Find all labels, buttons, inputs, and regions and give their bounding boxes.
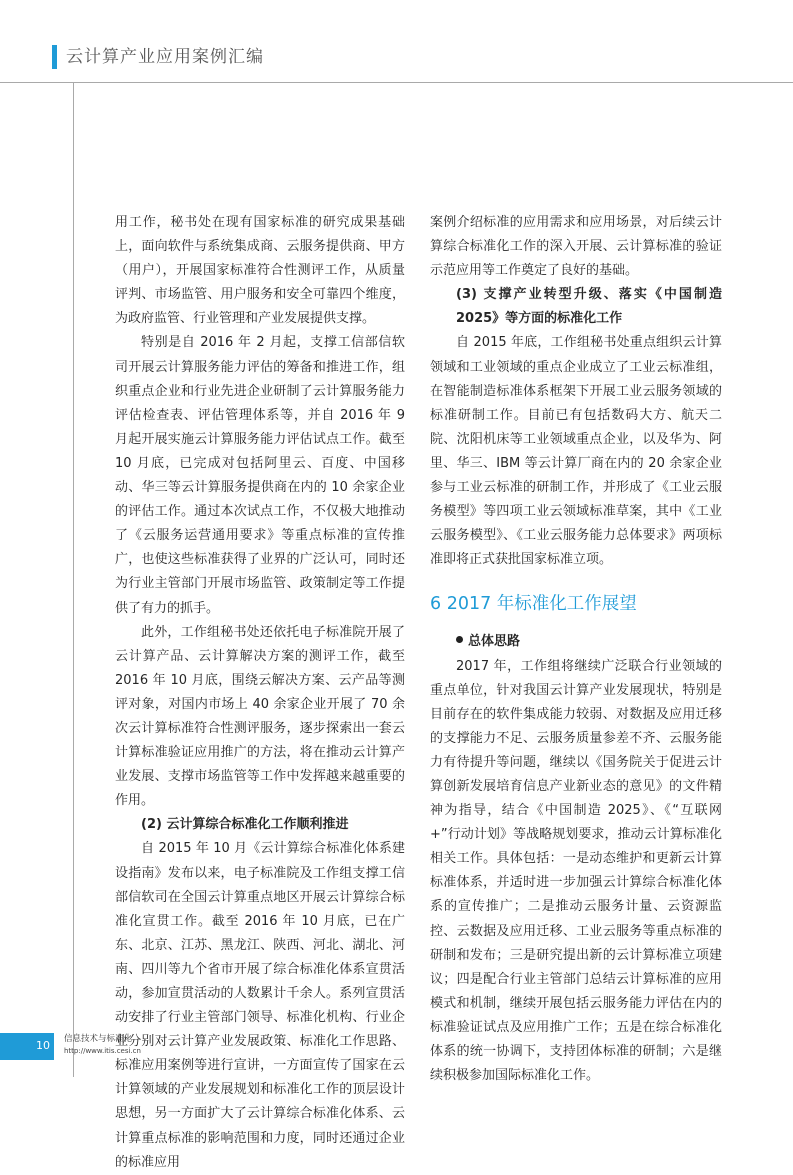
page-number: 10 [36, 1039, 50, 1052]
paragraph: 此外，工作组秘书处还依托电子标准院开展了云计算产品、云计算解决方案的测评工作，截至 2016 年 10 月底，围绕云解决方案、云产品等测评对象，对国内市场上 40 余家企业开展了 70 余次云计算标准符合性测评服务，逐步探索出一套云计算标准验证应用推广的方法，将在推动云计算产业发展、支撑市场监管等工作中发挥越来越重要的作用。 [115, 624, 405, 809]
paragraph: 自 2015 年底，工作组秘书处重点组织云计算领域和工业领域的重点企业成立了工业云标准组，在智能制造标准体系框架下开展工业云服务领域的标准研制工作。目前已有包括数码大方、航天二院、沈阳机床等工业领域重点企业，以及华为、阿里、华三、IBM 等云计算厂商在内的 20 余家企业参与工业云标准的研制工作，并形成了《工业云服务模型》等四项工业云领域标准草案，其中《工业云服务模型》、《工业云服务能力总体要求》两项标准即将正式获批国家标准立项。 [430, 335, 722, 568]
paragraph: 用工作，秘书处在现有国家标准的研究成果基础上，面向软件与系统集成商、云服务提供商、甲方（用户），开展国家标准符合性测评工作，从质量评判、市场监管、用户服务和安全可靠四个维度，为政府监管、行业管理和产业发展提供支撑。 [115, 215, 405, 327]
header-divider [0, 82, 793, 83]
bullet-heading-label: 总体思路 [468, 634, 521, 650]
left-column [115, 211, 405, 1175]
margin-divider [73, 82, 74, 1077]
paragraph: 特别是自 2016 年 2 月起，支撑工信部信软司开展云计算服务能力评估的筹备和推进工作，组织重点企业和行业先进企业研制了云计算服务能力评估检查表、评估管理体系等，并自 2016 年 9 月起开展实施云计算服务能力评估试点工作。截至 10 月底，已完成对包括阿里云、百度、中国移动、华三等云计算服务提供商在内的 10 余家企业的评估工作。通过本次试点工作，不仅极大地推动了《云服务运营通用要求》等重点标准的宣传推广，也使这些标准获得了业界的广泛认可，同时还为行业主管部门开展市场监管、政策制定等工作提供了有力的抓手。 [115, 335, 405, 616]
journal-name: 信息技术与标准化 [64, 1034, 133, 1044]
running-header-title: 云计算产业应用案例汇编 [66, 47, 264, 67]
subsection-heading: (3) 支撑产业转型升级、落实《中国制造 2025》等方面的标准化工作 [456, 287, 722, 327]
paragraph: 案例介绍标准的应用需求和应用场景，对后续云计算综合标准化工作的深入开展、云计算标准的验证示范应用等工作奠定了良好的基础。 [430, 215, 722, 279]
journal-url: http://www.itis.cesi.cn [64, 1047, 141, 1055]
bullet-dot-icon [456, 636, 463, 643]
section-title: 6 2017 年标准化工作展望 [430, 594, 637, 615]
paragraph: 自 2015 年 10 月《云计算综合标准化体系建设指南》发布以来，电子标准院及工作组支撑工信部信软司在全国云计算重点地区开展云计算综合标准化宣贯工作。截至 2016 年 10 月底，已在广东、北京、江苏、黑龙江、陕西、河北、湖北、河南、四川等九个省市开展了综合标准化体系宣贯活动，参加宣贯活动的人数累计千余人。系列宣贯活动安排了行业主管部门领导、标准化机构、行业企业分别对云计算产业发展政策、标准化工作思路、标准应用案例等进行宣讲，一方面宣传了国家在云计算领域的产业发展规划和标准化工作的顶层设计思想，另一方面扩大了云计算综合标准化体系、云计算重点标准的影响范围和力度，同时还通过企业的标准应用 [115, 841, 405, 1170]
header-accent-bar [52, 45, 57, 69]
right-column [430, 211, 722, 1088]
subsection-heading: (2) 云计算综合标准化工作顺利推进 [141, 817, 349, 833]
bullet-heading [430, 630, 722, 654]
paragraph: 2017 年，工作组将继续广泛联合行业领域的重点单位，针对我国云计算产业发展现状，特别是目前存在的软件集成能力较弱、对数据及应用迁移的支撑能力不足、云服务质量参差不齐、云服务能力有待提升等问题，继续以《国务院关于促进云计算创新发展培育信息产业新业态的意见》的文件精神为指导，结合《中国制造 2025》、《“互联网 +”行动计划》等战略规划要求，推动云计算标准化相关工作。具体包括：一是动态维护和更新云计算标准体系，并适时进一步加强云计算综合标准化体系的宣传推广；二是推动云服务计量、云资源监控、云数据及应用迁移、工业云服务等重点标准的研制和发布；三是研究提出新的云计算标准立项建议；四是配合行业主管部门总结云计算标准的应用模式和机制，继续开展包括云服务能力评估在内的标准验证试点及应用推广工作；五是在综合标准化体系的统一协调下，支持团体标准的研制；六是继续积极参加国际标准化工作。 [430, 658, 722, 1084]
